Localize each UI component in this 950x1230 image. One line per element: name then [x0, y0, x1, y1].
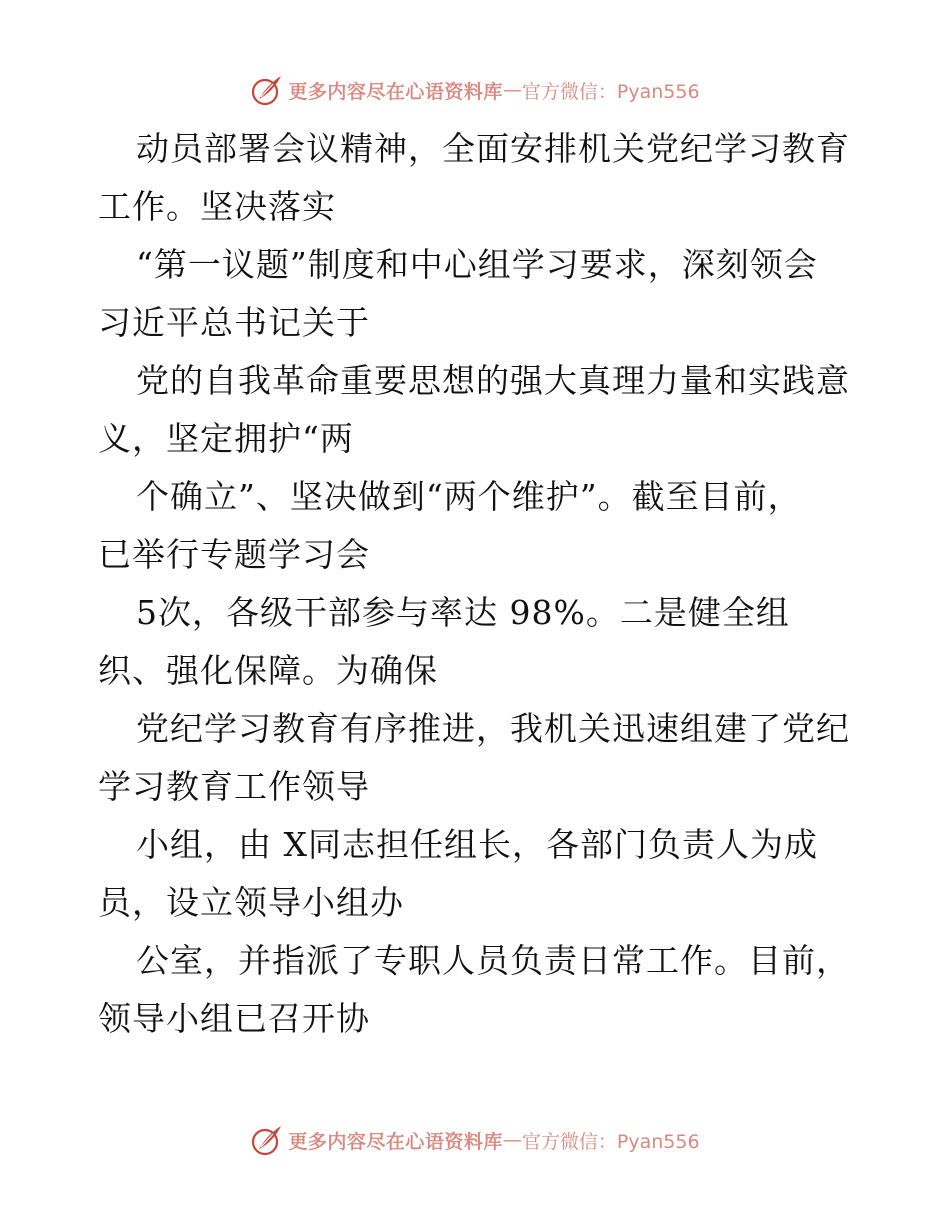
body-line: 个确立”、坚决做到“两个维护”。截至目前，	[136, 477, 802, 516]
footer-banner	[0, 1120, 950, 1160]
header-banner	[0, 70, 950, 110]
feather-pen-logo-icon	[250, 1123, 284, 1157]
body-line: 习近平总书记关于	[98, 303, 370, 342]
feather-pen-logo-icon	[250, 73, 284, 107]
body-line: 5次，各级干部参与率达 98%。二是健全组	[136, 593, 790, 632]
body-line: 小组，由 X同志担任组长，各部门负责人为成	[136, 825, 818, 864]
header-separator: —	[502, 79, 522, 101]
footer-wechat-text: 官方微信：Pyan556	[521, 1130, 700, 1153]
document-body	[98, 120, 858, 1048]
body-line: 领导小组已召开协	[98, 999, 370, 1038]
body-line: 义，坚定拥护“两	[98, 419, 354, 458]
header-brand-text: 更多内容尽在心语资料库	[288, 80, 503, 103]
footer-brand-text: 更多内容尽在心语资料库	[288, 1130, 503, 1153]
body-line: 动员部署会议精神，全面安排机关党纪学习教育	[136, 129, 850, 168]
body-line: 公室，并指派了专职人员负责日常工作。目前，	[136, 941, 850, 980]
body-line: 党纪学习教育有序推进，我机关迅速组建了党纪	[136, 709, 850, 748]
body-line: 已举行专题学习会	[98, 535, 370, 574]
body-line: 员，设立领导小组办	[98, 883, 404, 922]
body-line: “第一议题”制度和中心组学习要求，深刻领会	[136, 245, 818, 284]
body-line: 织、强化保障。为确保	[98, 651, 438, 690]
body-line: 党的自我革命重要思想的强大真理力量和实践意	[136, 361, 850, 400]
body-line: 学习教育工作领导	[98, 767, 370, 806]
footer-separator: —	[502, 1129, 522, 1151]
header-wechat-text: 官方微信：Pyan556	[521, 80, 700, 103]
body-line: 工作。坚决落实	[98, 187, 336, 226]
